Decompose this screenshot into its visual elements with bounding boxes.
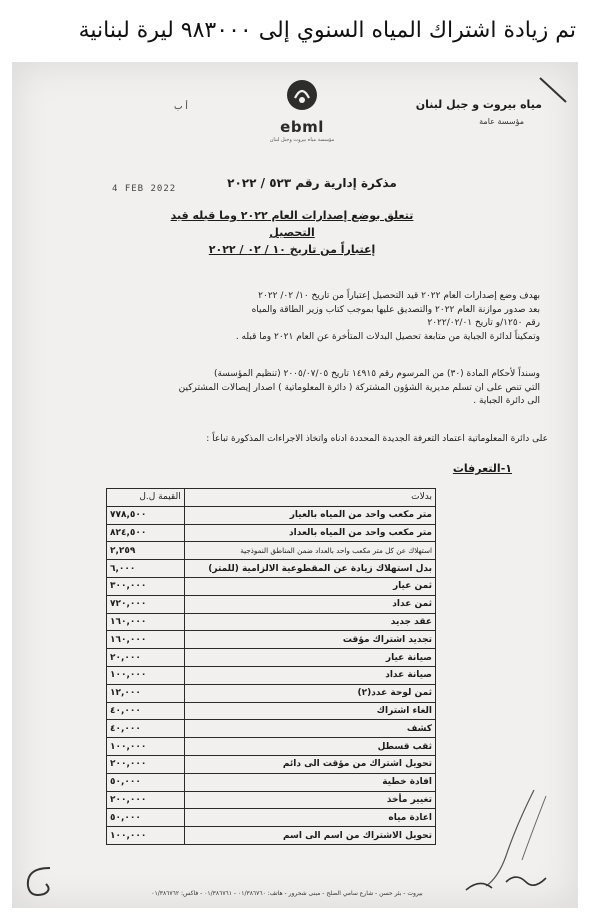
water-drop-icon <box>285 78 319 112</box>
fee-price: ١٢,٠٠٠ <box>107 684 185 702</box>
fee-item: صيانة عداد <box>184 666 435 684</box>
table-row <box>107 560 436 578</box>
fee-price: ٢٠٠,٠٠٠ <box>107 791 185 809</box>
fee-price: ٢,٢٥٩ <box>107 542 185 560</box>
fee-item: افادة خطية <box>184 773 435 791</box>
fee-item: متر مكعب واحد من المياه بالعيار <box>184 506 435 524</box>
table-row <box>107 524 436 542</box>
fee-price: ٤٠,٠٠٠ <box>107 720 185 738</box>
fee-item: تحويل الاشتراك من اسم الى اسم <box>184 827 435 845</box>
text-line: وتمكيناً لدائرة الجباية من متابعة تحصيل البدلات المتأخرة عن العام ٢٠٢١ وما قبله . <box>235 331 540 342</box>
fee-price: ٥٠,٠٠٠ <box>107 809 185 827</box>
table-row <box>107 595 436 613</box>
fee-price: ١٦٠,٠٠٠ <box>107 631 185 649</box>
fee-price: ١٦٠,٠٠٠ <box>107 613 185 631</box>
table-row <box>107 542 436 560</box>
tariff-table <box>106 488 436 845</box>
paragraph-purpose <box>120 290 540 344</box>
logo-wordmark: ebml <box>280 118 324 136</box>
fee-price: ٧٢٠,٠٠٠ <box>107 595 185 613</box>
fee-item: تحويل اشتراك من مؤقت الى دائم <box>184 755 435 773</box>
date-stamp: 4 FEB 2022 <box>112 184 177 194</box>
corner-pen-mark <box>538 76 568 106</box>
organization-type: مؤسسة عامة <box>479 117 524 126</box>
fee-item: كشف <box>184 720 435 738</box>
initials-mark <box>20 862 60 902</box>
fee-item: صيانة عيار <box>184 649 435 667</box>
footer-contact: بيروت - بئر حسن - شارع سامي الصلح - مبنى شحرور - هاتف: ٠١/٣٨٦٧٦٠ - ٠١/٣٨٦٧٦١ - فاكس: ٠١/٣٨٦٧٦٢ <box>151 890 423 897</box>
fee-item: عقد جديد <box>184 613 435 631</box>
fee-item: بدل استهلاك زيادة عن المقطوعية الالزامية (للمتر) <box>184 560 435 578</box>
table-row <box>107 613 436 631</box>
scanned-memo <box>12 62 578 908</box>
fee-item: الغاء اشتراك <box>184 702 435 720</box>
fee-item: اعادة مياه <box>184 809 435 827</box>
column-header-fees: بدلات <box>184 489 435 507</box>
logo-tagline: مؤسسة مياه بيروت وجبل لبنان <box>269 137 335 143</box>
fee-price: ٧٧٨,٥٠٠ <box>107 506 185 524</box>
section-title-tariffs: ١-التعرفات <box>452 462 512 475</box>
reference-marker: أ ب <box>174 102 188 112</box>
fee-price: ٨٢٤,٥٠٠ <box>107 524 185 542</box>
fee-item: ثمن لوحة عدد(٢) <box>184 684 435 702</box>
memo-subject <box>162 207 422 258</box>
table-row <box>107 738 436 756</box>
fee-price: ٢٠,٠٠٠ <box>107 649 185 667</box>
table-row <box>107 809 436 827</box>
table-header-row <box>107 489 436 507</box>
subject-line: تتعلق بوضع إصدارات العام ٢٠٢٢ وما قبله قيد التحصيل <box>170 209 414 239</box>
memo-title: مذكرة إدارية رقم ٥٢٣ / ٢٠٢٢ <box>227 176 397 190</box>
column-header-value: القيمة ل.ل <box>107 489 185 507</box>
table-row <box>107 827 436 845</box>
fee-price: ١٠٠,٠٠٠ <box>107 738 185 756</box>
ebml-logo <box>262 78 342 143</box>
fee-item: ثقب قسطل <box>184 738 435 756</box>
fee-price: ٤٠,٠٠٠ <box>107 702 185 720</box>
table-row <box>107 791 436 809</box>
paragraph-instruction: على دائرة المعلوماتية اعتماد التعرفة الجديدة المحددة ادناه واتخاذ الاجراءات المذكورة تباعاً : <box>206 434 548 444</box>
table-row <box>107 666 436 684</box>
subject-line: إعتباراً من تاريخ ١٠ / ٠٢ / ٢٠٢٢ <box>208 243 376 256</box>
paragraph-legal-basis <box>120 368 540 409</box>
fee-item: تجديد اشتراك مؤقت <box>184 631 435 649</box>
organization-letterhead <box>416 98 542 126</box>
text-line: التي تنص على ان تسلم مديرية الشؤون المشتركة ( دائرة المعلوماتية ) اصدار إيصالات المشتركين <box>178 382 540 393</box>
table-row <box>107 631 436 649</box>
table-row <box>107 720 436 738</box>
text-line: بهدف وضع إصدارات العام ٢٠٢٢ قيد التحصيل إعتباراً من تاريخ ١٠/ ٠٢/ ٢٠٢٢ <box>258 291 540 301</box>
table-row <box>107 755 436 773</box>
text-line: الى دائرة الجباية . <box>473 396 540 406</box>
fee-item: ثمن عداد <box>184 595 435 613</box>
text-line: وسنداً لأحكام المادة (٣٠) من المرسوم رقم ١٤٩١٥ تاريخ ٢٠٠٥/٠٧/٠٥ (تنظيم المؤسسة) <box>213 369 540 379</box>
fee-price: ٦,٠٠٠ <box>107 560 185 578</box>
fee-item: تغيير مأخذ <box>184 791 435 809</box>
table-row <box>107 773 436 791</box>
fee-item: متر مكعب واحد من المياه بالعداد <box>184 524 435 542</box>
handwritten-signature <box>446 786 556 896</box>
text-line: بعد صدور موازنة العام ٢٠٢٢ والتصديق عليها بموجب كتاب وزير الطاقة والمياه <box>251 304 540 315</box>
fee-price: ١٠٠,٠٠٠ <box>107 666 185 684</box>
fee-item: ثمن عيار <box>184 577 435 595</box>
table-row <box>107 649 436 667</box>
table-row <box>107 702 436 720</box>
fee-price: ١٠٠,٠٠٠ <box>107 827 185 845</box>
organization-name: مياه بيروت و جبل لبنان <box>415 98 542 111</box>
table-row <box>107 577 436 595</box>
fee-price: ٢٠٠,٠٠٠ <box>107 755 185 773</box>
text-line: رقم ١٢٥٠/و تاريخ ٢٠٢٢/٠٢/٠١ <box>427 318 540 328</box>
fee-price: ٣٠٠,٠٠٠ <box>107 577 185 595</box>
post-headline: تم زيادة اشتراك المياه السنوي إلى ٩٨٣٠٠٠ ليرة لبنانية <box>78 18 576 43</box>
fee-item: استهلاك عن كل متر مكعب واحد بالعداد ضمن المناطق النموذجية <box>184 542 435 560</box>
table-row <box>107 684 436 702</box>
fee-price: ٥٠,٠٠٠ <box>107 773 185 791</box>
table-row <box>107 506 436 524</box>
